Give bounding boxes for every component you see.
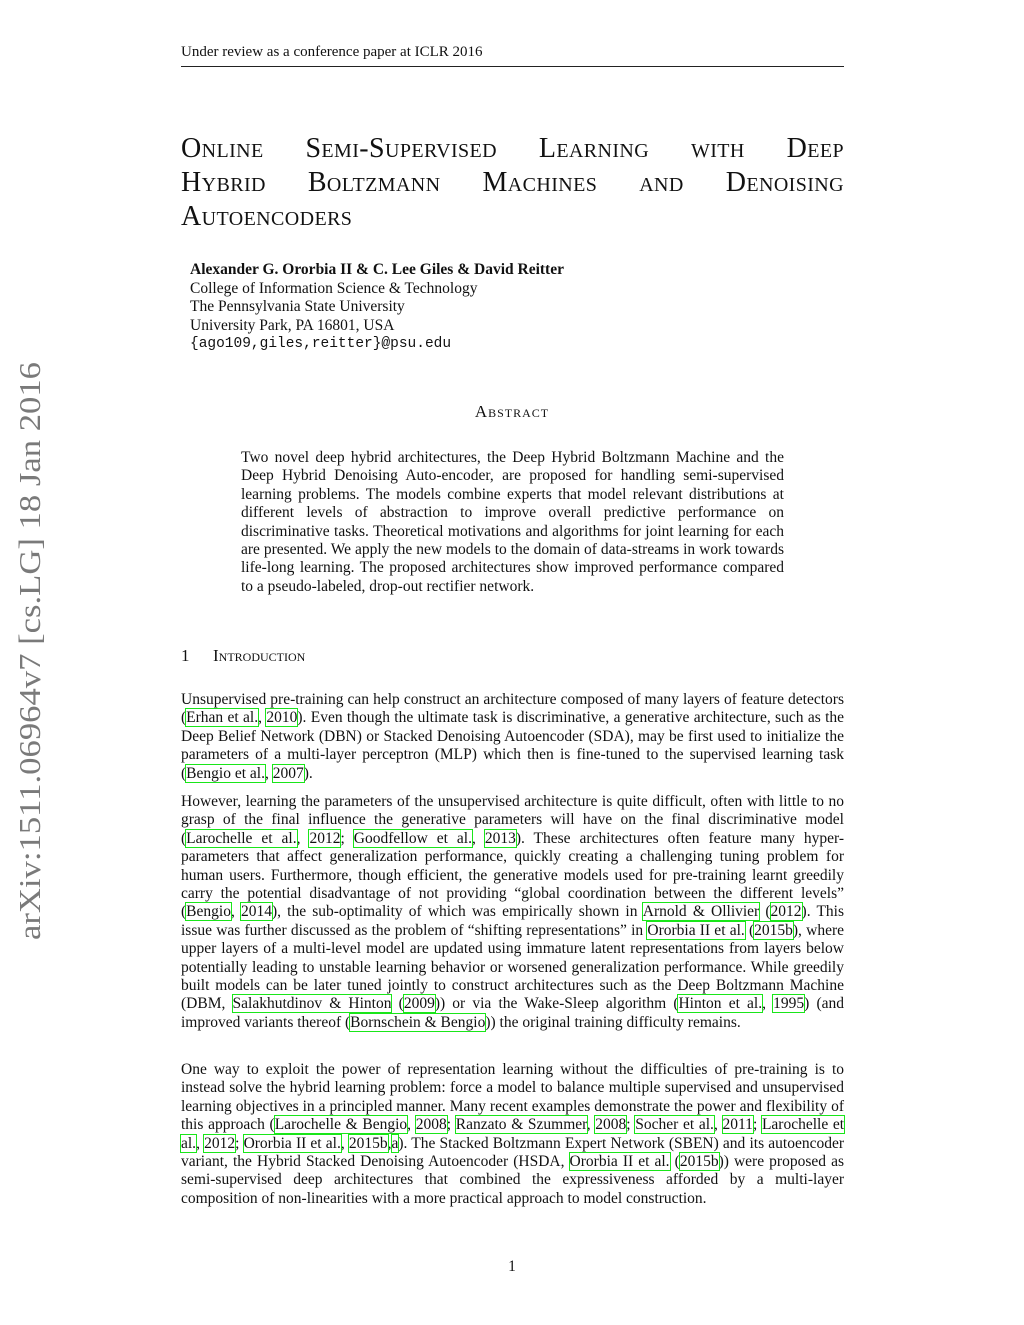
citation-link[interactable]: 1995 xyxy=(773,995,805,1013)
section-heading-introduction xyxy=(181,646,305,666)
citation-link[interactable]: 2011 xyxy=(722,1116,753,1134)
title-line-1: Online Semi-Supervised Learning with Deep xyxy=(181,133,844,164)
citation-link[interactable]: Ororbia II et al. xyxy=(243,1134,341,1152)
citation-link[interactable]: 2008 xyxy=(595,1116,627,1134)
citation-link[interactable]: 2010 xyxy=(266,709,298,727)
citation-link[interactable]: Larochelle & Bengio xyxy=(274,1116,408,1134)
abstract-heading: Abstract xyxy=(474,402,550,421)
citation-link[interactable]: 2012 xyxy=(770,903,802,921)
abstract-body: Two novel deep hybrid architectures, the Deep Hybrid Boltzmann Machine and the Deep Hybrid Denoising Auto-encoder, are proposed for handling semi-supervised learning problems. The models combine experts that model relevant distributions at different levels of abstraction to improve overall predictive performance on discriminative tasks. Theoretical motivations and algorithms for joint learning for each are presented. We apply the new models to the domain of data-streams in work towards life-long learning. The proposed architectures show improved performance compared to a pseudo-labeled, drop-out rectifier network. xyxy=(241,449,784,595)
intro-paragraph-1: Unsupervised pre-training can help construct an architecture composed of many layers of feature detectors (Erhan et al., 2010). Even though the ultimate task is discriminative, a generative architecture, such as the Deep Belief Network (DBN) or Stacked Denoising Autoencoder (SDA), may be first used to initialize the parameters of a multi-layer perceptron (MLP) which then is fine-tuned to the supervised learning task (Bengio et al., 2007). xyxy=(181,691,845,782)
citation-link[interactable]: 2012 xyxy=(204,1134,236,1152)
citation-link[interactable]: 2008 xyxy=(415,1116,447,1134)
citation-link[interactable]: Ororbia II et al. xyxy=(647,921,745,939)
citation-link[interactable]: Bengio xyxy=(186,903,231,921)
page-number: 1 xyxy=(508,1258,516,1275)
author-block xyxy=(190,261,564,354)
citation-link[interactable]: Arnold & Ollivier xyxy=(642,903,760,921)
citation-link[interactable]: Larochelle et al. xyxy=(186,829,297,847)
title-line-3: Autoencoders xyxy=(181,201,353,232)
citation-link[interactable]: 2015b xyxy=(679,1153,719,1171)
affiliation-university: The Pennsylvania State University xyxy=(190,298,405,315)
title-line-2: Hybrid Boltzmann Machines and Denoising xyxy=(181,167,844,198)
section-number: 1 xyxy=(181,646,190,665)
citation-link[interactable]: Goodfellow et al. xyxy=(353,829,472,847)
arxiv-stamp-text: arXiv:1511.06964v7 [cs.LG] 18 Jan 2016 xyxy=(12,422,47,940)
affiliation-address: University Park, PA 16801, USA xyxy=(190,316,395,334)
affiliation-college: College of Information Science & Technology xyxy=(190,279,478,297)
citation-link[interactable]: Ranzato & Szummer xyxy=(455,1116,587,1134)
citation-link[interactable]: 2013 xyxy=(484,829,516,847)
section-title: Introduction xyxy=(213,646,306,665)
intro-paragraph-2: However, learning the parameters of the unsupervised architecture is quite difficult, often with little to no grasp of the final influence the generative parameters will have on the final discriminative model (Larochelle et al., 2012; Goodfellow et al., 2013). These architectures often feature many hyper-parameters that affect generalization performance, quickly creating a challenging tuning problem for human users. Furthermore, though efficient, the generative models used for pre-training learnt greedily carry the potential disadvantage of not providing “global coordination between the different levels” (Bengio, 2014), the sub-optimality of which was empirically shown in Arnold & Ollivier (2012). This issue was further discussed as the problem of “shifting representations” in Ororbia II et al. (2015b), where upper layers of a multi-level model are updated using immature latent representations from layers below potentially leading to unstable learning behavior or worsened generalization performance. While greedily built models can be later tuned jointly to construct architectures such as the Deep Boltzmann Machine (DBM, Salakhutdinov & Hinton (2009)) or via the Wake-Sleep algorithm (Hinton et al., 1995) (and improved variants thereof (Bornschein & Bengio)) the original training difficulty remains. xyxy=(181,793,845,1031)
paper-title xyxy=(181,132,844,234)
intro-paragraph-3: One way to exploit the power of representation learning without the difficulties of pre-training is to instead solve the hybrid learning problem: force a model to balance multiple supervised and unsupervised learning objectives in a principled manner. Many recent examples demonstrate the power and flexibility of this approach (Larochelle & Bengio, 2008; Ranzato & Szummer, 2008; Socher et al., 2011; Larochelle et al., 2012; Ororbia II et al., 2015b,a). The Stacked Boltzmann Expert Network (SBEN) and its autoencoder variant, the Hybrid Stacked Denoising Autoencoder (HSDA, Ororbia II et al. (2015b)) were proposed as semi-supervised deep architectures that combined the expressiveness afforded by a multi-layer composition of non-linearities with a more practical approach to model construction. xyxy=(181,1061,845,1207)
running-header: Under review as a conference paper at ICLR 2016 xyxy=(181,44,483,60)
citation-link[interactable]: 2014 xyxy=(240,903,272,921)
author-emails: {ago109,giles,reitter}@psu.edu xyxy=(190,336,452,352)
citation-link[interactable]: Erhan et al. xyxy=(186,709,259,727)
citation-link[interactable]: Bornschein & Bengio xyxy=(350,1013,486,1031)
citation-link[interactable]: Larochelle et al. xyxy=(181,1116,845,1152)
author-names: Alexander G. Ororbia II & C. Lee Giles & David Reitter xyxy=(190,261,564,278)
citation-link[interactable]: 2007 xyxy=(272,764,304,782)
citation-link[interactable]: Salakhutdinov & Hinton xyxy=(232,995,392,1013)
citation-link[interactable]: Hinton et al. xyxy=(678,995,763,1013)
citation-link[interactable]: 2012 xyxy=(309,829,341,847)
arxiv-stamp xyxy=(10,360,50,940)
citation-link[interactable]: 2009 xyxy=(403,995,435,1013)
citation-link[interactable]: a xyxy=(391,1134,399,1152)
citation-link[interactable]: Ororbia II et al. xyxy=(569,1153,670,1171)
citation-link[interactable]: 2015b xyxy=(348,1134,388,1152)
citation-link[interactable]: 2015b xyxy=(754,921,793,939)
citation-link[interactable]: Bengio et al. xyxy=(186,764,265,782)
header-rule xyxy=(181,66,844,67)
citation-link[interactable]: Socher et al. xyxy=(635,1116,714,1134)
